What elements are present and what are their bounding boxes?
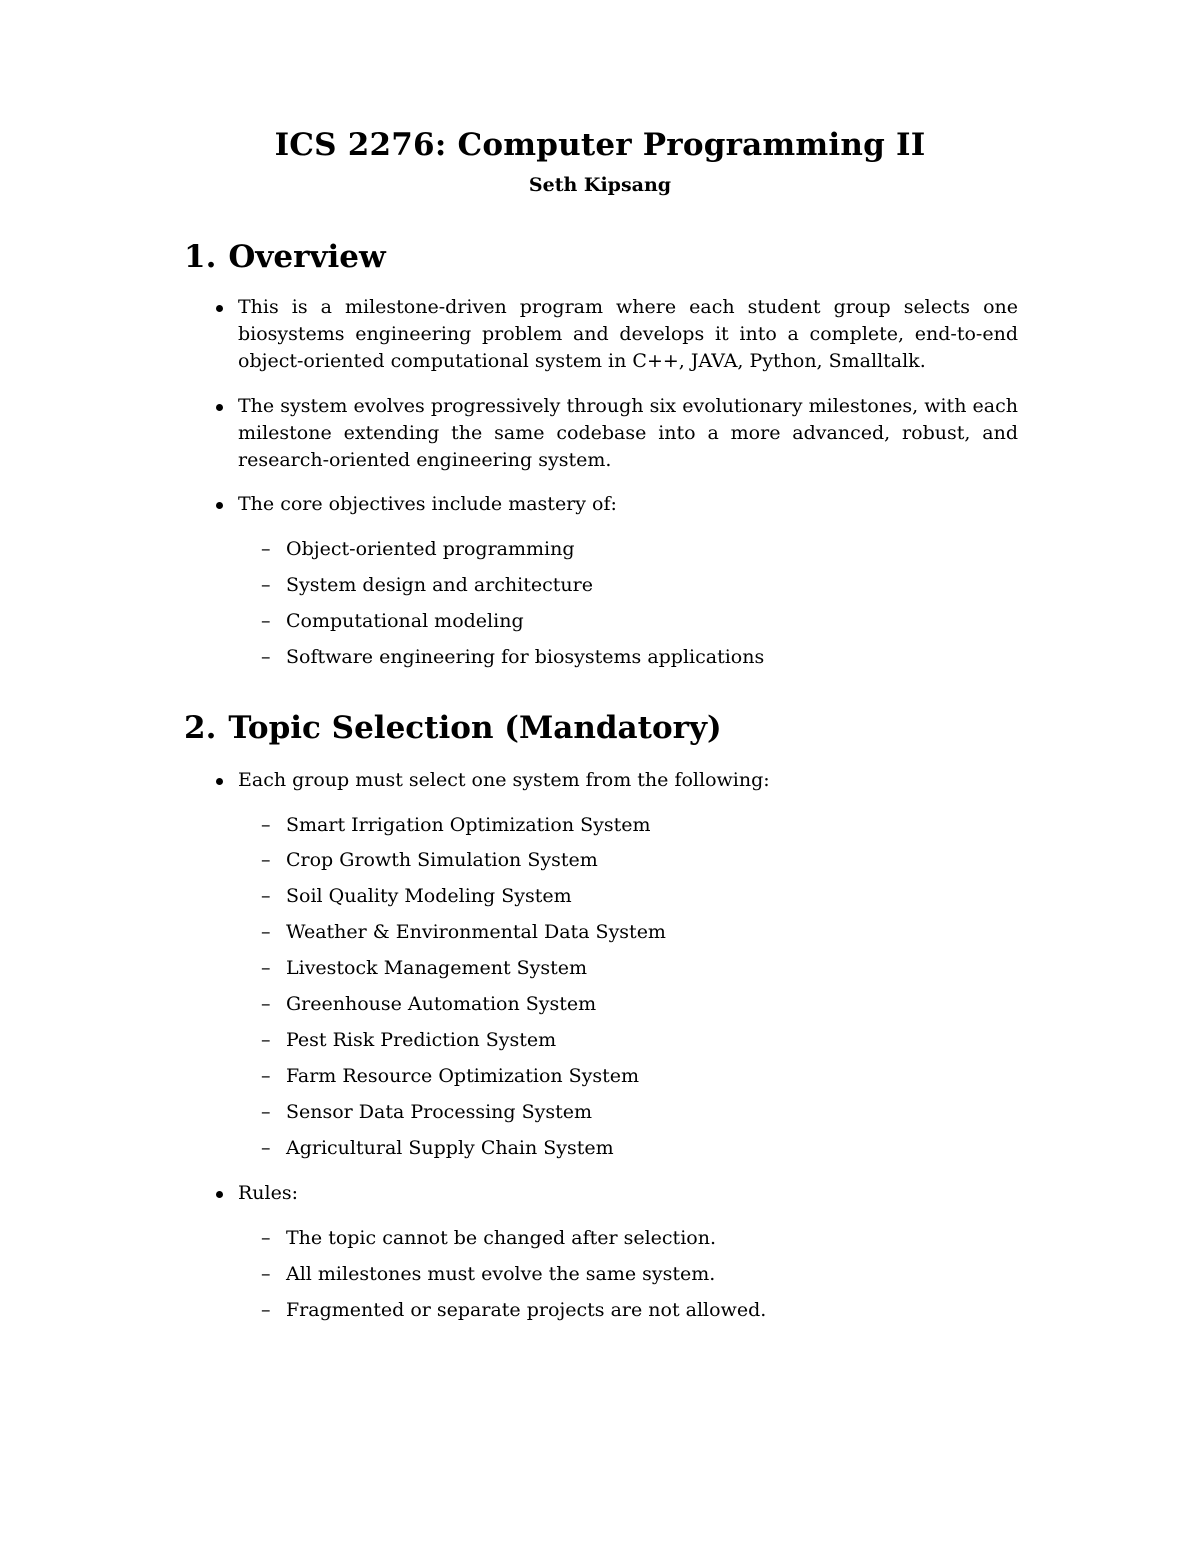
- sub-list-item: [261, 1225, 716, 1252]
- section-number: 1.: [184, 239, 217, 275]
- dash-icon: –: [261, 646, 271, 668]
- bullet-text: Rules:: [238, 1182, 299, 1204]
- dash-icon: –: [261, 1137, 271, 1159]
- sub-item-text: Livestock Management System: [286, 957, 588, 979]
- section-number: 2.: [184, 710, 217, 746]
- dash-icon: –: [261, 885, 271, 907]
- dash-icon: –: [261, 1101, 271, 1123]
- sub-list-item: [261, 1027, 557, 1054]
- sub-item-text: Agricultural Supply Chain System: [286, 1137, 614, 1159]
- bullet-icon: [216, 1191, 223, 1198]
- dash-icon: –: [261, 538, 271, 560]
- bullet-text: The core objectives include mastery of:: [238, 493, 617, 515]
- section-heading-topic-selection: [184, 708, 722, 748]
- section-title: Topic Selection (Mandatory): [228, 710, 722, 746]
- document-author: Seth Kipsang: [528, 174, 672, 196]
- bullet-item: [238, 393, 1018, 474]
- dash-icon: –: [261, 957, 271, 979]
- sub-item-text: Fragmented or separate projects are not allowed.: [286, 1299, 767, 1321]
- sub-item-text: Sensor Data Processing System: [286, 1101, 592, 1123]
- bullet-item: [238, 1180, 1018, 1207]
- bullet-icon: [216, 305, 223, 312]
- sub-list-item: [261, 1261, 716, 1288]
- sub-item-text: The topic cannot be changed after selection.: [286, 1227, 716, 1249]
- sub-item-text: Crop Growth Simulation System: [286, 849, 598, 871]
- dash-icon: –: [261, 1227, 271, 1249]
- sub-item-text: Weather & Environmental Data System: [286, 921, 666, 943]
- bullet-item: [238, 294, 1018, 375]
- sub-item-text: Pest Risk Prediction System: [286, 1029, 557, 1051]
- dash-icon: –: [261, 1029, 271, 1051]
- dash-icon: –: [261, 814, 271, 836]
- bullet-icon: [216, 778, 223, 785]
- bullet-icon: [216, 502, 223, 509]
- section-title: Overview: [228, 239, 386, 275]
- sub-item-text: Software engineering for biosystems applications: [286, 646, 765, 668]
- sub-list-item: [261, 919, 666, 946]
- dash-icon: –: [261, 921, 271, 943]
- dash-icon: –: [261, 993, 271, 1015]
- sub-item-text: All milestones must evolve the same system.: [286, 1263, 716, 1285]
- sub-item-text: System design and architecture: [286, 574, 593, 596]
- sub-list-item: [261, 536, 575, 563]
- dash-icon: –: [261, 610, 271, 632]
- sub-list-item: [261, 1135, 614, 1162]
- dash-icon: –: [261, 574, 271, 596]
- sub-list-item: [261, 1063, 640, 1090]
- sub-list-item: [261, 847, 598, 874]
- sub-list-item: [261, 572, 593, 599]
- bullet-text: This is a milestone-driven program where each student group selects one biosystems engineering problem and develops it into a complete, end-to-end object-oriented computational system in C++, JAVA, Python, Smalltalk.: [238, 296, 1018, 372]
- sub-item-text: Farm Resource Optimization System: [286, 1065, 640, 1087]
- bullet-item: [238, 767, 1018, 794]
- sub-item-text: Greenhouse Automation System: [286, 993, 597, 1015]
- bullet-text: Each group must select one system from the following:: [238, 769, 770, 791]
- document-title: ICS 2276: Computer Programming II: [274, 127, 926, 163]
- sub-list-item: [261, 1099, 592, 1126]
- bullet-text: The system evolves progressively through six evolutionary milestones, with each milestone extending the same codebase into a more advanced, robust, and research-oriented engineering system.: [238, 395, 1018, 471]
- bullet-icon: [216, 404, 223, 411]
- sub-item-text: Object-oriented programming: [286, 538, 575, 560]
- sub-list-item: [261, 1297, 767, 1324]
- sub-list-item: [261, 955, 588, 982]
- section-heading-overview: [184, 237, 386, 277]
- bullet-item: [238, 491, 1018, 518]
- dash-icon: –: [261, 1299, 271, 1321]
- sub-list-item: [261, 991, 597, 1018]
- dash-icon: –: [261, 1065, 271, 1087]
- sub-list-item: [261, 644, 765, 671]
- dash-icon: –: [261, 849, 271, 871]
- sub-list-item: [261, 608, 524, 635]
- sub-item-text: Smart Irrigation Optimization System: [286, 814, 651, 836]
- sub-item-text: Soil Quality Modeling System: [286, 885, 572, 907]
- sub-list-item: [261, 812, 651, 839]
- dash-icon: –: [261, 1263, 271, 1285]
- sub-item-text: Computational modeling: [286, 610, 524, 632]
- sub-list-item: [261, 883, 572, 910]
